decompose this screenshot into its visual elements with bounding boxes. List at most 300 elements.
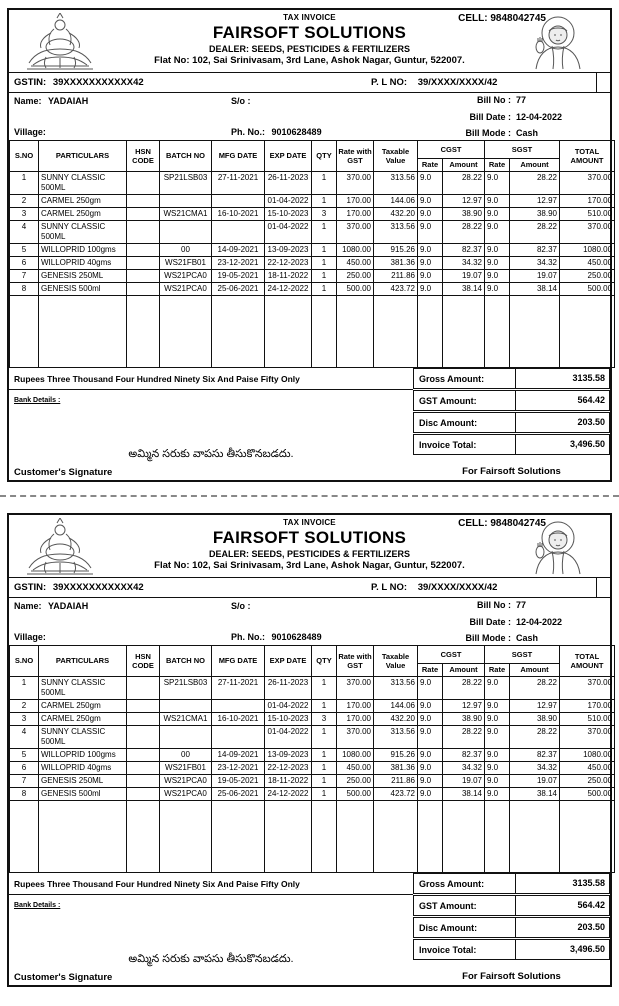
bill-no-field [411, 600, 610, 610]
bank-details-label: Bank Details : [14, 902, 61, 909]
rate-with-gst-cell: 170.00 [337, 700, 374, 713]
item-row [10, 713, 615, 726]
bill-mode-field [411, 128, 610, 138]
footer-right [413, 368, 610, 480]
invoice-total-label: Invoice Total: [419, 944, 477, 955]
name-value: YADAIAH [48, 96, 89, 106]
tax-invoice-label: TAX INVOICE [283, 13, 336, 22]
total-amount-cell: 370.00 [560, 172, 615, 195]
mfg-date-cell: 14-09-2021 [212, 749, 265, 762]
exp-date-cell: 13-09-2023 [265, 749, 312, 762]
gstin-row-end-cell [596, 73, 610, 92]
col-header-total-amount: TOTAL AMOUNT [560, 141, 615, 172]
cgst-amount-cell: 12.97 [443, 195, 485, 208]
mfg-date-cell [212, 195, 265, 208]
batch-no-cell: WS21PCA0 [160, 270, 212, 283]
batch-no-cell [160, 700, 212, 713]
particulars-cell: WILLOPRID 100gms [39, 749, 127, 762]
taxable-value-cell: 432.20 [374, 208, 418, 221]
exp-date-cell: 18-11-2022 [265, 775, 312, 788]
sgst-rate-cell: 9.0 [485, 788, 510, 801]
cgst-rate-cell: 9.0 [418, 270, 443, 283]
rate-with-gst-cell: 250.00 [337, 775, 374, 788]
mfg-date-cell [212, 726, 265, 749]
batch-no-cell [160, 726, 212, 749]
sgst-amount-cell: 38.90 [510, 713, 560, 726]
particulars-cell: WILLOPRID 40gms [39, 762, 127, 775]
mfg-date-cell: 27-11-2021 [212, 172, 265, 195]
pl-no-value: 39/XXXX/XXXX/42 [417, 582, 498, 593]
bill-date-value: 12-04-2022 [516, 111, 563, 122]
col-header-cgst-amount: Amount [443, 159, 485, 172]
hsn-code-cell [127, 788, 160, 801]
hsn-code-cell [127, 221, 160, 244]
particulars-cell: CARMEL 250gm [39, 700, 127, 713]
gstin-label: GSTIN: [14, 77, 47, 88]
customer-signature-label: Customer's Signature [14, 972, 113, 983]
for-company-label: For Fairsoft Solutions [462, 466, 561, 477]
batch-no-cell: WS21CMA1 [160, 208, 212, 221]
sgst-amount-cell: 82.37 [510, 244, 560, 257]
invoice-footer [9, 368, 610, 480]
col-header-sgst-amount: Amount [510, 664, 560, 677]
taxable-value-cell: 381.36 [374, 257, 418, 270]
cgst-amount-cell: 82.37 [443, 749, 485, 762]
hsn-code-cell [127, 195, 160, 208]
col-header-taxable-value: Taxable Value [374, 646, 418, 677]
cgst-amount-cell: 28.22 [443, 221, 485, 244]
batch-no-cell: WS21PCA0 [160, 775, 212, 788]
cgst-amount-cell: 38.90 [443, 713, 485, 726]
cgst-amount-cell: 12.97 [443, 700, 485, 713]
col-header-sgst-rate: Rate [485, 664, 510, 677]
col-header-mfg-date: MFG DATE [212, 141, 265, 172]
taxable-value-cell: 313.56 [374, 677, 418, 700]
taxable-value-cell: 915.26 [374, 244, 418, 257]
phone-field [231, 632, 411, 642]
totals-box [413, 368, 610, 455]
invoice-header [9, 515, 610, 577]
invoice-total-label: Invoice Total: [419, 439, 477, 450]
particulars-cell: SUNNY CLASSIC 500ML [39, 726, 127, 749]
batch-no-cell: WS21FB01 [160, 257, 212, 270]
items-body [10, 172, 615, 368]
pl-no-field [371, 77, 596, 88]
sno-cell: 1 [10, 172, 39, 195]
gst-amount-label: GST Amount: [419, 900, 477, 911]
exp-date-cell: 22-12-2023 [265, 762, 312, 775]
sno-cell: 5 [10, 244, 39, 257]
rate-with-gst-cell: 370.00 [337, 726, 374, 749]
pl-no-label: P. L NO: [371, 582, 408, 593]
total-amount-cell: 450.00 [560, 762, 615, 775]
item-row [10, 257, 615, 270]
mfg-date-cell [212, 221, 265, 244]
col-header-cgst-amount: Amount [443, 664, 485, 677]
batch-no-cell: WS21CMA1 [160, 713, 212, 726]
qty-cell: 1 [312, 762, 337, 775]
taxable-value-cell: 432.20 [374, 713, 418, 726]
empty-filler-row [10, 296, 615, 368]
rate-with-gst-cell: 500.00 [337, 788, 374, 801]
qty-cell: 1 [312, 726, 337, 749]
customer-details-box [9, 598, 610, 645]
qty-cell: 1 [312, 283, 337, 296]
bill-date-field [411, 112, 610, 122]
hsn-code-cell [127, 726, 160, 749]
bill-date-field [411, 617, 610, 627]
disc-amount-row [413, 917, 610, 938]
sgst-amount-cell: 82.37 [510, 749, 560, 762]
total-amount-cell: 170.00 [560, 700, 615, 713]
mfg-date-cell: 14-09-2021 [212, 244, 265, 257]
sgst-amount-cell: 19.07 [510, 775, 560, 788]
address-line: Flat No: 102, Sai Srinivasam, 3rd Lane, Ashok Nagar, Guntur, 522007. [154, 55, 465, 66]
exp-date-cell: 01-04-2022 [265, 221, 312, 244]
village-label: Village: [14, 632, 46, 642]
totals-box [413, 873, 610, 960]
item-row [10, 195, 615, 208]
cgst-amount-cell: 19.07 [443, 270, 485, 283]
so-field [231, 601, 411, 611]
total-amount-cell: 170.00 [560, 195, 615, 208]
sgst-rate-cell: 9.0 [485, 172, 510, 195]
sgst-amount-cell: 12.97 [510, 700, 560, 713]
particulars-cell: GENESIS 250ML [39, 270, 127, 283]
sgst-rate-cell: 9.0 [485, 762, 510, 775]
cgst-amount-cell: 82.37 [443, 244, 485, 257]
exp-date-cell: 13-09-2023 [265, 244, 312, 257]
rate-with-gst-cell: 170.00 [337, 208, 374, 221]
qty-cell: 1 [312, 775, 337, 788]
cgst-amount-cell: 34.32 [443, 762, 485, 775]
gst-amount-row [413, 895, 610, 916]
sgst-amount-cell: 38.14 [510, 283, 560, 296]
qty-cell: 3 [312, 713, 337, 726]
for-company-label: For Fairsoft Solutions [462, 971, 561, 982]
empty-filler-row [10, 801, 615, 873]
gst-amount-label: GST Amount: [419, 395, 477, 406]
qty-cell: 1 [312, 195, 337, 208]
bill-mode-label: Bill Mode : [465, 128, 511, 138]
invoice-total-value: 3,496.50 [515, 435, 609, 454]
total-amount-cell: 500.00 [560, 283, 615, 296]
sno-cell: 1 [10, 677, 39, 700]
exp-date-cell: 01-04-2022 [265, 700, 312, 713]
sgst-rate-cell: 9.0 [485, 749, 510, 762]
hsn-code-cell [127, 775, 160, 788]
col-header-hsn-code: HSN CODE [127, 141, 160, 172]
bill-date-label: Bill Date : [469, 111, 511, 122]
batch-no-cell: 00 [160, 244, 212, 257]
exp-date-cell: 24-12-2022 [265, 283, 312, 296]
invoice-total-value: 3,496.50 [515, 940, 609, 959]
customer-middle-column [231, 598, 411, 645]
gst-amount-row [413, 390, 610, 411]
total-amount-cell: 370.00 [560, 726, 615, 749]
invoice-header [9, 10, 610, 72]
col-header-sgst-amount: Amount [510, 159, 560, 172]
taxable-value-cell: 144.06 [374, 700, 418, 713]
cgst-rate-cell: 9.0 [418, 172, 443, 195]
dealer-line: DEALER: SEEDS, PESTICIDES & FERTILIZERS [208, 44, 411, 54]
gross-amount-label: Gross Amount: [419, 878, 485, 889]
so-label: S/o : [231, 96, 251, 106]
particulars-cell: CARMEL 250gm [39, 713, 127, 726]
col-header-cgst: CGST [418, 141, 485, 159]
taxable-value-cell: 313.56 [374, 172, 418, 195]
bank-details-label: Bank Details : [14, 397, 61, 404]
exp-date-cell: 15-10-2023 [265, 713, 312, 726]
sgst-rate-cell: 9.0 [485, 208, 510, 221]
sno-cell: 5 [10, 749, 39, 762]
total-amount-cell: 250.00 [560, 775, 615, 788]
col-header-particulars: PARTICULARS [39, 141, 127, 172]
hsn-code-cell [127, 677, 160, 700]
bill-no-label: Bill No : [477, 95, 511, 105]
batch-no-cell: WS21FB01 [160, 762, 212, 775]
qty-cell: 1 [312, 244, 337, 257]
sgst-amount-cell: 34.32 [510, 762, 560, 775]
col-header-batch-no: BATCH NO [160, 646, 212, 677]
item-row [10, 270, 615, 283]
gstin-row-end-cell [596, 578, 610, 597]
col-header-rate-with-gst: Rate with GST [337, 141, 374, 172]
sgst-rate-cell: 9.0 [485, 244, 510, 257]
customer-details-box [9, 93, 610, 140]
customer-signature-label: Customer's Signature [14, 467, 113, 478]
item-row [10, 726, 615, 749]
gst-amount-value: 564.42 [515, 896, 609, 915]
qty-cell: 1 [312, 700, 337, 713]
total-amount-cell: 510.00 [560, 208, 615, 221]
cgst-rate-cell: 9.0 [418, 208, 443, 221]
phone-label: Ph. No.: [231, 127, 265, 137]
total-amount-cell: 250.00 [560, 270, 615, 283]
gross-amount-value: 3135.58 [515, 369, 609, 388]
bill-mode-field [411, 633, 610, 643]
footer-left [9, 368, 413, 480]
company-name: FAIRSOFT SOLUTIONS [212, 528, 407, 547]
sgst-amount-cell: 28.22 [510, 677, 560, 700]
cgst-rate-cell: 9.0 [418, 726, 443, 749]
amount-in-words: Rupees Three Thousand Four Hundred Ninety Six And Paise Fifty Only [9, 873, 413, 895]
gross-amount-row [413, 368, 610, 389]
particulars-cell: WILLOPRID 100gms [39, 244, 127, 257]
sno-cell: 6 [10, 257, 39, 270]
rate-with-gst-cell: 170.00 [337, 713, 374, 726]
customer-left-column [9, 93, 231, 140]
rate-with-gst-cell: 250.00 [337, 270, 374, 283]
cgst-rate-cell: 9.0 [418, 788, 443, 801]
sgst-amount-cell: 12.97 [510, 195, 560, 208]
bill-no-value: 77 [516, 95, 527, 105]
lakshmi-logo-image [21, 518, 99, 581]
mfg-date-cell: 19-05-2021 [212, 775, 265, 788]
sno-cell: 4 [10, 221, 39, 244]
gross-amount-value: 3135.58 [515, 874, 609, 893]
sno-cell: 3 [10, 713, 39, 726]
sno-cell: 3 [10, 208, 39, 221]
rate-with-gst-cell: 170.00 [337, 195, 374, 208]
taxable-value-cell: 211.86 [374, 775, 418, 788]
particulars-cell: WILLOPRID 40gms [39, 257, 127, 270]
col-header-rate-with-gst: Rate with GST [337, 646, 374, 677]
sgst-amount-cell: 38.90 [510, 208, 560, 221]
mfg-date-cell: 23-12-2021 [212, 762, 265, 775]
sai-baba-logo-image [516, 518, 596, 581]
cgst-rate-cell: 9.0 [418, 244, 443, 257]
rate-with-gst-cell: 450.00 [337, 257, 374, 270]
hsn-code-cell [127, 283, 160, 296]
exp-date-cell: 01-04-2022 [265, 195, 312, 208]
disc-amount-label: Disc Amount: [419, 922, 478, 933]
qty-cell: 1 [312, 677, 337, 700]
bill-mode-label: Bill Mode : [465, 633, 511, 643]
exp-date-cell: 22-12-2023 [265, 257, 312, 270]
cell-number: CELL: 9848042745 [458, 13, 546, 24]
cgst-rate-cell: 9.0 [418, 257, 443, 270]
sgst-rate-cell: 9.0 [485, 700, 510, 713]
gst-amount-value: 564.42 [515, 391, 609, 410]
item-row [10, 221, 615, 244]
col-header-qty: QTY [312, 646, 337, 677]
item-row [10, 172, 615, 195]
phone-value: 9010628489 [271, 127, 322, 137]
hsn-code-cell [127, 713, 160, 726]
cell-number: CELL: 9848042745 [458, 518, 546, 529]
hsn-code-cell [127, 172, 160, 195]
disc-amount-value: 203.50 [515, 918, 609, 937]
col-header-sgst: SGST [485, 141, 560, 159]
address-line: Flat No: 102, Sai Srinivasam, 3rd Lane, Ashok Nagar, Guntur, 522007. [154, 560, 465, 571]
gstin-label: GSTIN: [14, 582, 47, 593]
sno-cell: 8 [10, 788, 39, 801]
disc-amount-row [413, 412, 610, 433]
cgst-rate-cell: 9.0 [418, 195, 443, 208]
batch-no-cell [160, 221, 212, 244]
mfg-date-cell: 25-06-2021 [212, 283, 265, 296]
cgst-rate-cell: 9.0 [418, 762, 443, 775]
col-header-particulars: PARTICULARS [39, 646, 127, 677]
invoice-total-row [413, 939, 610, 960]
taxable-value-cell: 915.26 [374, 749, 418, 762]
telugu-note: అమ్మిన సరుకు వాపసు తీసుకొనబడదు. [128, 448, 294, 460]
sgst-amount-cell: 28.22 [510, 221, 560, 244]
hsn-code-cell [127, 700, 160, 713]
mfg-date-cell: 19-05-2021 [212, 270, 265, 283]
qty-cell: 1 [312, 788, 337, 801]
sgst-amount-cell: 38.14 [510, 788, 560, 801]
qty-cell: 1 [312, 257, 337, 270]
exp-date-cell: 26-11-2023 [265, 677, 312, 700]
total-amount-cell: 1080.00 [560, 244, 615, 257]
sgst-rate-cell: 9.0 [485, 677, 510, 700]
rate-with-gst-cell: 500.00 [337, 283, 374, 296]
items-table [9, 645, 615, 873]
name-label: Name: [14, 601, 42, 611]
total-amount-cell: 370.00 [560, 221, 615, 244]
phone-field [231, 127, 411, 137]
particulars-cell: GENESIS 250ML [39, 775, 127, 788]
item-row [10, 677, 615, 700]
rate-with-gst-cell: 1080.00 [337, 244, 374, 257]
invoice-footer [9, 873, 610, 985]
village-field [14, 127, 231, 137]
taxable-value-cell: 381.36 [374, 762, 418, 775]
item-row [10, 208, 615, 221]
mfg-date-cell: 16-10-2021 [212, 208, 265, 221]
bill-mode-value: Cash [516, 633, 539, 643]
col-header-mfg-date: MFG DATE [212, 646, 265, 677]
particulars-cell: CARMEL 250gm [39, 195, 127, 208]
sno-cell: 8 [10, 283, 39, 296]
exp-date-cell: 26-11-2023 [265, 172, 312, 195]
taxable-value-cell: 211.86 [374, 270, 418, 283]
lakshmi-logo-image [21, 13, 99, 76]
so-field [231, 96, 411, 106]
phone-value: 9010628489 [271, 632, 322, 642]
qty-cell: 3 [312, 208, 337, 221]
disc-amount-value: 203.50 [515, 413, 609, 432]
pl-no-field [371, 582, 596, 593]
customer-name-field [14, 96, 231, 106]
customer-middle-column [231, 93, 411, 140]
name-value: YADAIAH [48, 601, 89, 611]
gross-amount-label: Gross Amount: [419, 373, 485, 384]
col-header-exp-date: EXP DATE [265, 646, 312, 677]
hsn-code-cell [127, 244, 160, 257]
hsn-code-cell [127, 270, 160, 283]
tax-invoice-label: TAX INVOICE [283, 518, 336, 527]
mfg-date-cell [212, 700, 265, 713]
hsn-code-cell [127, 208, 160, 221]
gstin-field [9, 77, 371, 88]
items-table-head [10, 646, 615, 677]
pl-no-label: P. L NO: [371, 77, 408, 88]
customer-left-column [9, 598, 231, 645]
bill-date-label: Bill Date : [469, 616, 511, 627]
total-amount-cell: 500.00 [560, 788, 615, 801]
item-row [10, 749, 615, 762]
batch-no-cell: WS21PCA0 [160, 283, 212, 296]
pl-no-value: 39/XXXX/XXXX/42 [417, 77, 498, 88]
cgst-amount-cell: 38.14 [443, 788, 485, 801]
sgst-amount-cell: 19.07 [510, 270, 560, 283]
copy-separator [0, 495, 619, 497]
mfg-date-cell: 27-11-2021 [212, 677, 265, 700]
item-row [10, 762, 615, 775]
batch-no-cell [160, 195, 212, 208]
bill-date-value: 12-04-2022 [516, 616, 563, 627]
item-row [10, 244, 615, 257]
sgst-rate-cell: 9.0 [485, 221, 510, 244]
amount-in-words: Rupees Three Thousand Four Hundred Ninety Six And Paise Fifty Only [9, 368, 413, 390]
cgst-rate-cell: 9.0 [418, 775, 443, 788]
bill-no-label: Bill No : [477, 600, 511, 610]
exp-date-cell: 15-10-2023 [265, 208, 312, 221]
col-header-exp-date: EXP DATE [265, 141, 312, 172]
rate-with-gst-cell: 370.00 [337, 221, 374, 244]
footer-left [9, 873, 413, 985]
total-amount-cell: 510.00 [560, 713, 615, 726]
cgst-rate-cell: 9.0 [418, 700, 443, 713]
rate-with-gst-cell: 370.00 [337, 172, 374, 195]
rate-with-gst-cell: 450.00 [337, 762, 374, 775]
col-header-cgst-rate: Rate [418, 159, 443, 172]
cgst-amount-cell: 28.22 [443, 726, 485, 749]
sgst-rate-cell: 9.0 [485, 726, 510, 749]
